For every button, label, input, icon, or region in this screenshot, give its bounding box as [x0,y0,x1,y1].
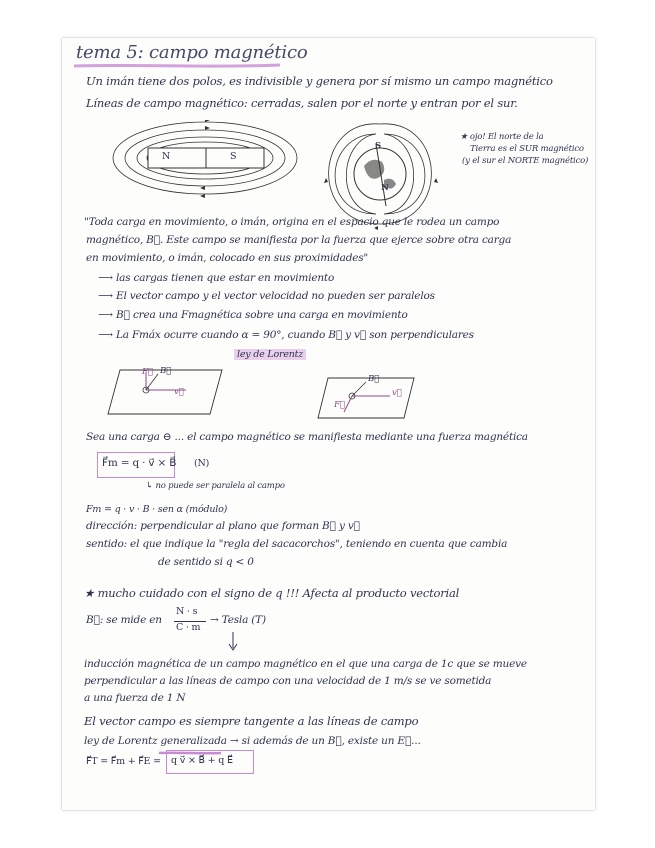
earth-north-label: N [381,183,389,193]
earth-south-label: S [375,141,381,151]
final-formula-boxed: q v⃗ × B⃗ + q E⃗ [171,755,233,766]
magnet-north-label: N [162,151,171,162]
unit-numerator: N · s [176,606,198,617]
quote-line-3: en movimiento, o imán, colocado en sus proximidades" [86,252,369,264]
side-note-line-2: Tierra es el SUR magnético [470,144,584,154]
down-arrow-icon [228,632,238,652]
intro-line-1: Un imán tiene dos polos, es indivisible y genera por sí mismo un campo magnético [86,74,553,88]
tangent-line: El vector campo es siempre tangente a las líneas de campo [84,714,419,728]
formula-note: ↳ no puede ser paralela al campo [146,481,285,491]
notebook-page [62,38,595,810]
sentido-line-1: sentido: el que indique la "regla del sacacorchos", teniendo en cuenta que cambia [86,538,508,550]
arrow-item-3: ⟶ B⃗ crea una Fmagnética sobre una carga en movimiento [98,309,408,321]
generalizada-line: ley de Lorentz generalizada → si además de un B⃗, existe un E⃗... [84,735,421,747]
final-formula-left: F⃗T = F⃗m + F⃗E = [86,756,161,767]
sentido-line-2: de sentido si q < 0 [158,556,254,568]
page-title: tema 5: campo magnético [76,42,308,63]
sea-carga-line: Sea una carga ⊖ ... el campo magnético se manifiesta mediante una fuerza magnética [86,431,528,443]
quote-line-1: "Toda carga en movimiento, o imán, origina en el espacio que le rodea un campo [84,216,500,228]
arrow-item-1: ⟶ las cargas tienen que estar en movimiento [98,272,335,284]
warning-line: ★ mucho cuidado con el signo de q !!! Afecta al producto vectorial [84,586,460,600]
bar-magnet-diagram [110,120,300,210]
right-diagram-v-label: v⃗ [392,388,402,398]
direccion-line: dirección: perpendicular al plano que forman B⃗ y v⃗ [86,520,360,532]
induccion-line-1: inducción magnética de un campo magnético en el que una carga de 1c que se mueve [84,658,527,670]
unit-suffix: → Tesla (T) [210,614,266,626]
left-diagram-v-label: v⃗ [174,387,184,397]
induccion-line-2: perpendicular a las líneas de campo con una velocidad de 1 m/s se ve sometida [84,675,492,687]
left-diagram-b-label: B⃗ [160,366,172,376]
arrow-item-2: ⟶ El vector campo y el vector velocidad no pueden ser paralelos [98,290,435,302]
magnet-south-label: S [230,151,237,162]
right-diagram-b-label: B⃗ [368,374,380,384]
arrow-item-4: ⟶ La Fmáx ocurre cuando α = 90°, cuando B⃗ y v⃗ son perpendiculares [98,329,474,341]
unit-denominator: C · m [176,622,201,633]
right-diagram-f-label: F⃗ [334,400,345,410]
formula-text: F⃗m = q · v⃗ × B⃗ [102,457,177,469]
formula-unit: (N) [194,458,210,469]
left-diagram-f-label: F⃗ [142,367,153,377]
lorentz-diagram-right [316,374,416,422]
side-note-line-3: (y el sur el NORTE magnético) [462,156,589,166]
modulo-line: Fm = q · v · B · sen α (módulo) [86,504,228,515]
induccion-line-3: a una fuerza de 1 N [84,692,186,704]
quote-line-2: magnético, B⃗. Este campo se manifiesta por la fuerza que ejerce sobre otra carga [86,234,512,246]
lorentz-highlight-label: ley de Lorentz [234,349,306,360]
unit-prefix: B⃗: se mide en [86,614,162,626]
side-note-line-1: ★ ojo! El norte de la [460,132,544,142]
title-underline [72,63,282,69]
intro-line-2: Líneas de campo magnético: cerradas, salen por el norte y entran por el sur. [86,96,518,110]
